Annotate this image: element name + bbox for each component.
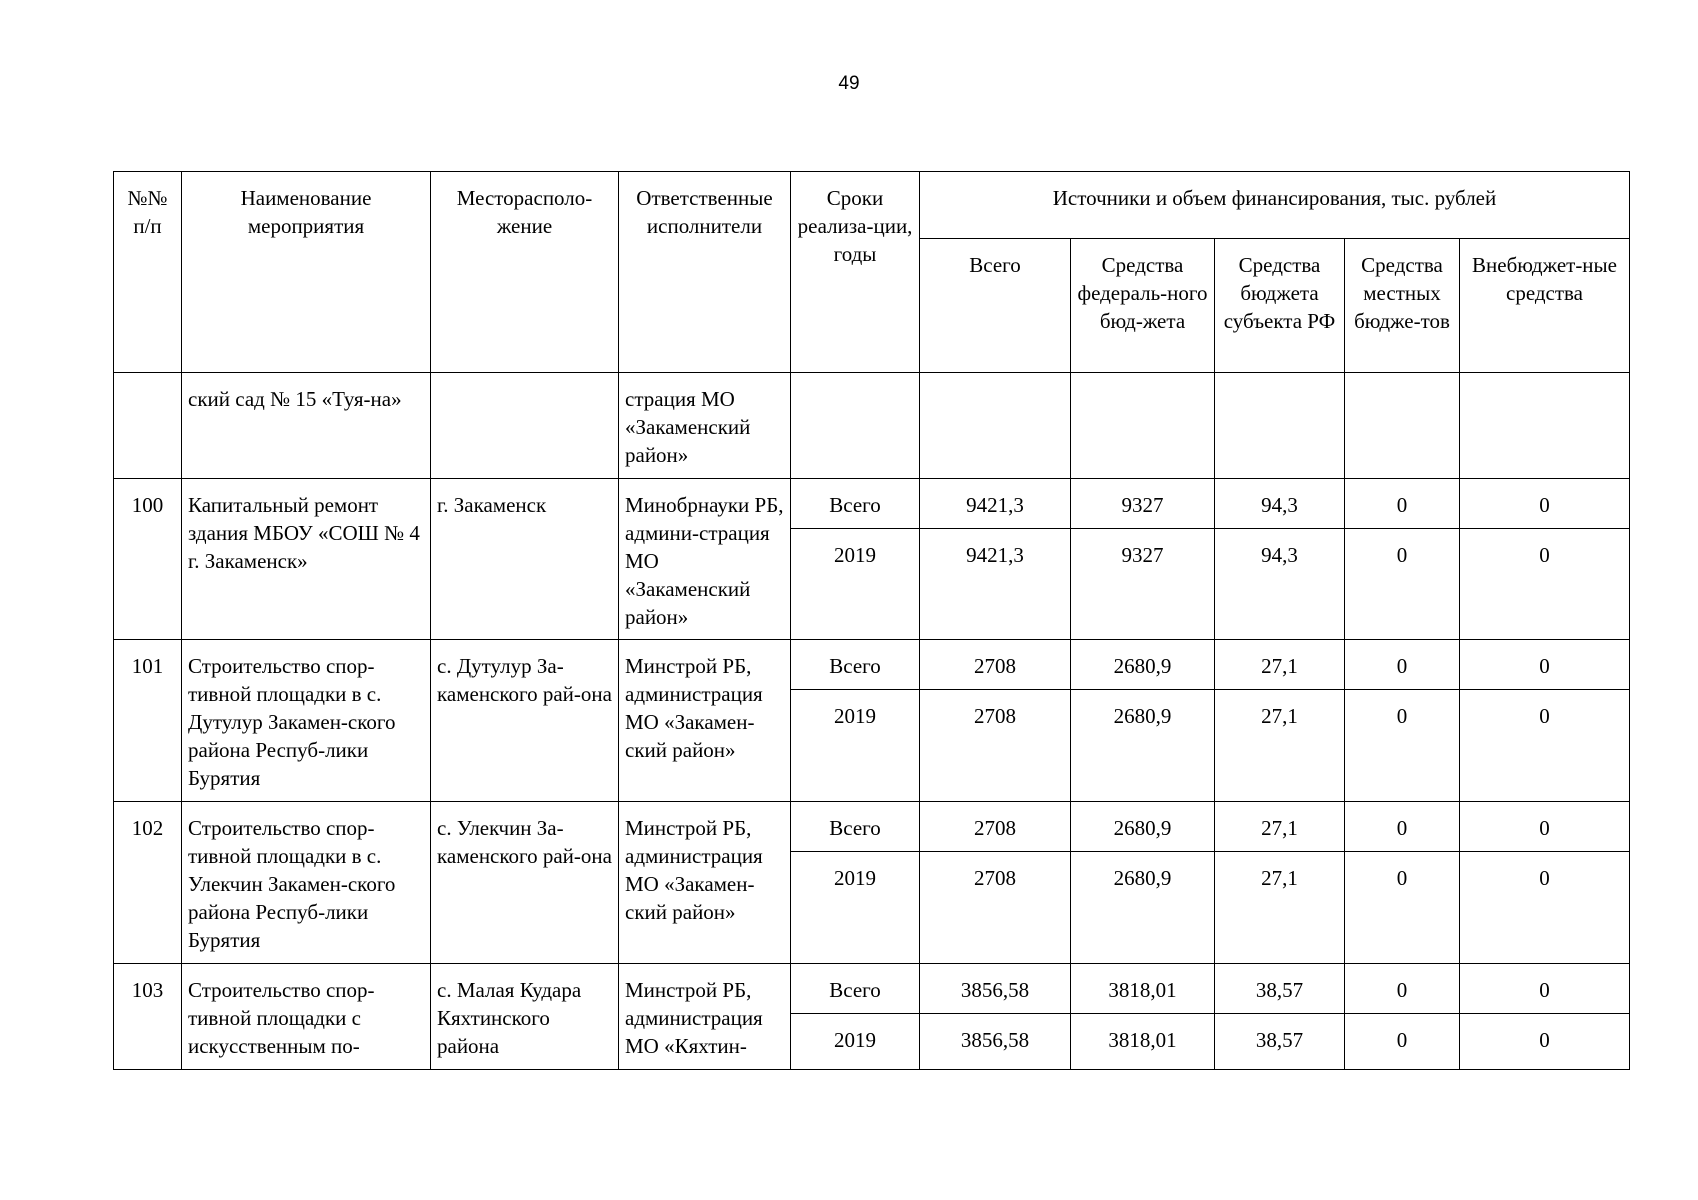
cell-local: 0	[1345, 640, 1460, 690]
cell-subject	[1215, 373, 1345, 479]
cell-extra: 0	[1460, 690, 1630, 802]
cell-term: 2019	[791, 690, 920, 802]
page-number: 49	[838, 73, 860, 94]
cell-name: ский сад № 15 «Туя-на»	[182, 373, 431, 479]
cell-extra: 0	[1460, 1014, 1630, 1070]
financing-table	[113, 171, 1630, 1070]
cell-name: Строительство спор-тивной площадки в с. Дутулур Закамен-ского района Респуб-лики Бурятия	[182, 640, 431, 802]
cell-federal: 2680,9	[1071, 802, 1215, 852]
cell-local: 0	[1345, 802, 1460, 852]
header-extra: Внебюджет-ные средства	[1460, 239, 1630, 373]
cell-location	[431, 373, 619, 479]
cell-term: Всего	[791, 964, 920, 1014]
cell-extra: 0	[1460, 852, 1630, 964]
cell-num: 101	[114, 640, 182, 802]
cell-term: 2019	[791, 1014, 920, 1070]
cell-extra: 0	[1460, 964, 1630, 1014]
cell-responsible: Минстрой РБ, администрация МО «Закамен-ский район»	[619, 640, 791, 802]
table-row	[114, 479, 1630, 529]
cell-local: 0	[1345, 690, 1460, 802]
cell-federal: 9327	[1071, 479, 1215, 529]
cell-federal: 9327	[1071, 529, 1215, 640]
cell-federal: 3818,01	[1071, 964, 1215, 1014]
cell-location: с. Дутулур За-каменского рай-она	[431, 640, 619, 802]
cell-extra	[1460, 373, 1630, 479]
cell-num	[114, 373, 182, 479]
header-financing: Источники и объем финансирования, тыс. рублей	[920, 172, 1630, 239]
cell-term: 2019	[791, 529, 920, 640]
cell-term: Всего	[791, 640, 920, 690]
cell-num: 100	[114, 479, 182, 640]
cell-num: 102	[114, 802, 182, 964]
cell-extra: 0	[1460, 479, 1630, 529]
cell-name: Строительство спор-тивной площадки с искусственным по-	[182, 964, 431, 1070]
cell-total: 2708	[920, 802, 1071, 852]
cell-term: Всего	[791, 802, 920, 852]
cell-total	[920, 373, 1071, 479]
table-row	[114, 964, 1630, 1014]
cell-local: 0	[1345, 1014, 1460, 1070]
cell-name: Строительство спор-тивной площадки в с. Улекчин Закамен-ского района Респуб-лики Бурятия	[182, 802, 431, 964]
cell-total: 3856,58	[920, 964, 1071, 1014]
cell-subject: 94,3	[1215, 529, 1345, 640]
cell-extra: 0	[1460, 529, 1630, 640]
cell-responsible: Минстрой РБ, администрация МО «Закамен-ский район»	[619, 802, 791, 964]
header-num: №№ п/п	[114, 172, 182, 373]
cell-total: 9421,3	[920, 479, 1071, 529]
cell-responsible: страция МО «Закаменский район»	[619, 373, 791, 479]
header-local: Средства местных бюдже-тов	[1345, 239, 1460, 373]
cell-subject: 27,1	[1215, 802, 1345, 852]
header-federal: Средства федераль-ного бюд-жета	[1071, 239, 1215, 373]
continuation-row	[114, 373, 1630, 479]
cell-location: г. Закаменск	[431, 479, 619, 640]
cell-subject: 38,57	[1215, 1014, 1345, 1070]
header-responsible: Ответственные исполнители	[619, 172, 791, 373]
cell-local	[1345, 373, 1460, 479]
cell-subject: 94,3	[1215, 479, 1345, 529]
cell-local: 0	[1345, 529, 1460, 640]
cell-federal: 2680,9	[1071, 640, 1215, 690]
table-row	[114, 802, 1630, 852]
cell-federal	[1071, 373, 1215, 479]
header-subject: Средства бюджета субъекта РФ	[1215, 239, 1345, 373]
cell-location: с. Малая Кудара Кяхтинского района	[431, 964, 619, 1070]
cell-num: 103	[114, 964, 182, 1070]
cell-extra: 0	[1460, 640, 1630, 690]
cell-term: Всего	[791, 479, 920, 529]
cell-local: 0	[1345, 479, 1460, 529]
cell-local: 0	[1345, 964, 1460, 1014]
header-total: Всего	[920, 239, 1071, 373]
cell-subject: 27,1	[1215, 640, 1345, 690]
cell-responsible: Минобрнауки РБ, админи-страция МО «Закаменский район»	[619, 479, 791, 640]
cell-total: 3856,58	[920, 1014, 1071, 1070]
cell-term: 2019	[791, 852, 920, 964]
header-row	[114, 172, 1630, 239]
header-terms: Сроки реализа-ции, годы	[791, 172, 920, 373]
cell-name: Капитальный ремонт здания МБОУ «СОШ № 4 г. Закаменск»	[182, 479, 431, 640]
cell-total: 2708	[920, 852, 1071, 964]
cell-location: с. Улекчин За-каменского рай-она	[431, 802, 619, 964]
header-name: Наименование мероприятия	[182, 172, 431, 373]
cell-extra: 0	[1460, 802, 1630, 852]
cell-federal: 3818,01	[1071, 1014, 1215, 1070]
cell-total: 2708	[920, 690, 1071, 802]
cell-term	[791, 373, 920, 479]
cell-total: 9421,3	[920, 529, 1071, 640]
table-row	[114, 640, 1630, 690]
cell-federal: 2680,9	[1071, 852, 1215, 964]
cell-responsible: Минстрой РБ, администрация МО «Кяхтин-	[619, 964, 791, 1070]
cell-subject: 38,57	[1215, 964, 1345, 1014]
cell-total: 2708	[920, 640, 1071, 690]
cell-subject: 27,1	[1215, 852, 1345, 964]
cell-subject: 27,1	[1215, 690, 1345, 802]
header-location: Месторасполо-жение	[431, 172, 619, 373]
cell-federal: 2680,9	[1071, 690, 1215, 802]
cell-local: 0	[1345, 852, 1460, 964]
